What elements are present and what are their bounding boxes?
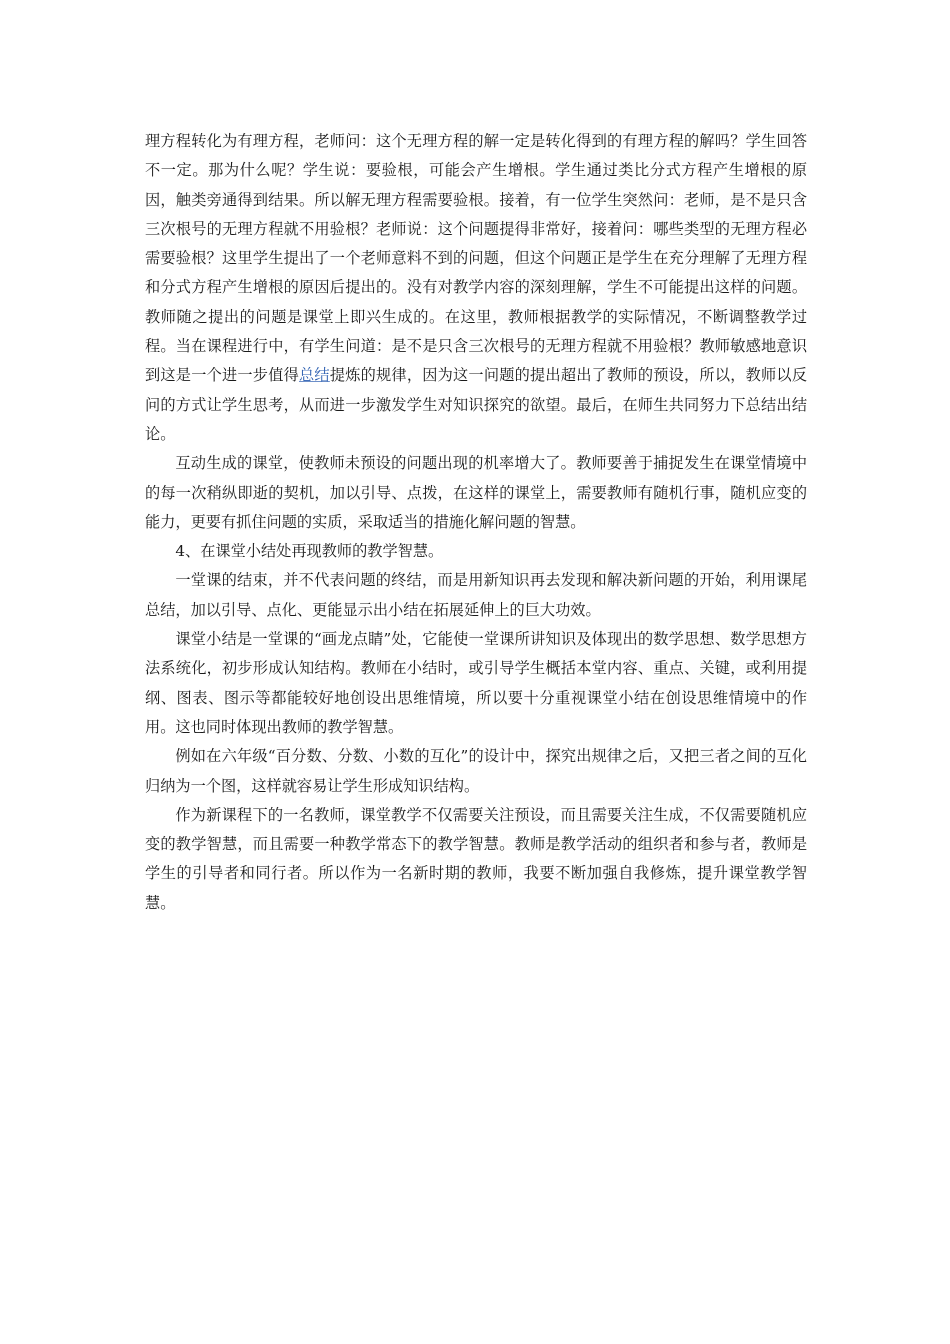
paragraph-interactive-classroom: 互动生成的课堂，使教师未预设的问题出现的机率增大了。教师要善于捕捉发生在课堂情境中的每一次稍纵即逝的契机，加以引导、点拨，在这样的课堂上，需要教师有随机行事，随机应变的能力，更要有抓住问题的实质，采取适当的措施化解问题的智慧。: [145, 454, 807, 531]
paragraph-text: 提炼的规律，因为这一问题的提出超出了教师的预设，所以，教师以反问的方式让学生思考，从而进一步激发学生对知识探究的欲望。最后，在师生共同努力下总结出结论。: [145, 366, 808, 443]
paragraph-example: 例如在六年级“百分数、分数、小数的互化”的设计中，探究出规律之后，又把三者之间的互化归纳为一个图，这样就容易让学生形成知识结构。: [145, 747, 807, 795]
paragraph-text: 理方程转化为有理方程，老师问：这个无理方程的解一定是转化得到的有理方程的解吗？学生回答不一定。那为什么呢？学生说：要验根，可能会产生增根。学生通过类比分式方程产生增根的原因，触类旁通得到结果。所以解无理方程需要验根。接着，有一位学生突然问：老师，是不是只含三次根号的无理方程就不用验根？老师说：这个问题提得非常好，接着问：哪些类型的无理方程必需要验根？这里学生提出了一个老师意料不到的问题，但这个问题正是学生在充分理解了无理方程和分式方程产生增根的原因后提出的。没有对教学内容的深刻理解，学生不可能提出这样的问题。教师随之提出的问题是课堂上即兴生成的。在这里，教师根据教学的实际情况，不断调整教学过程。当在课程进行中，有学生问道：是不是只含三次根号的无理方程就不用验根？教师敏感地意识到这是一个进一步值得: [145, 132, 807, 385]
paragraph-lesson-summary: 课堂小结是一堂课的“画龙点睛”处，它能使一堂课所讲知识及体现出的数学思想、数学思想方法系统化，初步形成认知结构。教师在小结时，或引导学生概括本堂内容、重点、关键，或利用提纲、图表、图示等都能较好地创设出思维情境，所以要十分重视课堂小结在创设思维情境中的作用。这也同时体现出教师的教学智慧。: [145, 630, 807, 736]
document-body: [145, 127, 807, 918]
paragraph-continued: [145, 127, 807, 449]
paragraph-lesson-end: 一堂课的结束，并不代表问题的终结，而是用新知识再去发现和解决新问题的开始，利用课尾总结，加以引导、点化、更能显示出小结在拓展延伸上的巨大功效。: [145, 571, 807, 619]
summary-link[interactable]: 总结: [299, 366, 330, 385]
section-heading-4: 4、在课堂小结处再现教师的教学智慧。: [175, 542, 444, 561]
paragraph-conclusion: 作为新课程下的一名教师，课堂教学不仅需要关注预设，而且需要关注生成，不仅需要随机应变的教学智慧，而且需要一种教学常态下的教学智慧。教师是教学活动的组织者和参与者，教师是学生的引导者和同行者。所以作为一名新时期的教师，我要不断加强自我修炼，提升课堂教学智慧。: [145, 805, 807, 912]
